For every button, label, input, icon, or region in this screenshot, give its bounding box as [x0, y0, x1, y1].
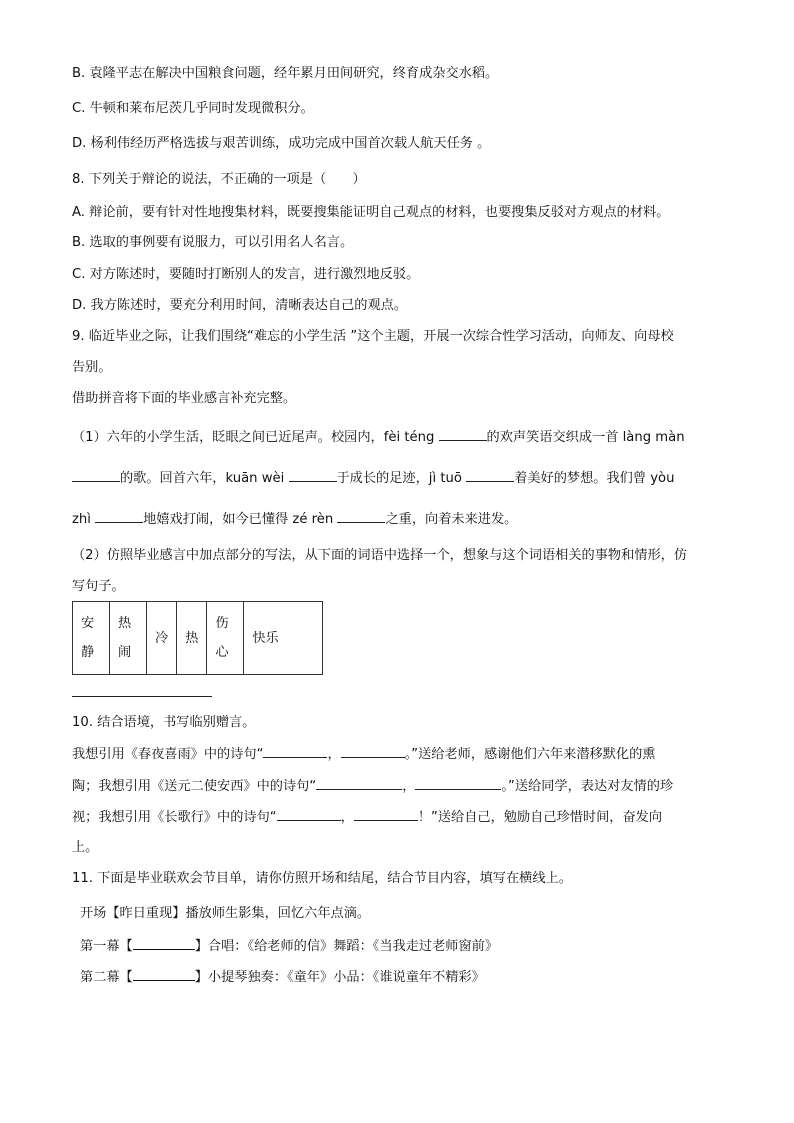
q10-line3 — [72, 806, 662, 828]
answer-blank[interactable] — [439, 426, 487, 441]
q9-part1-text: 地嬉戏打闹，如今已懂得 zé rèn — [143, 512, 334, 527]
program-text: 】小提琴独奏：《童年》小品：《谁说童年不精彩》 — [194, 970, 485, 985]
word-cell: 伤心 — [207, 602, 244, 675]
word-cell: 热 — [177, 602, 207, 675]
answer-blank[interactable] — [277, 806, 341, 821]
program-text: 第一幕【 — [80, 939, 133, 954]
answer-blank[interactable] — [466, 467, 514, 482]
word-choice-row — [73, 602, 323, 675]
q10-line4: 上。 — [72, 840, 99, 855]
question-11-stem: 11. 下面是毕业联欢会节目单，请你仿照开场和结尾，结合节目内容，填写在横线上。 — [72, 871, 572, 886]
q9-part1-text: 于成长的足迹，jì tuō — [336, 471, 462, 486]
q9-part1-line1 — [72, 426, 685, 448]
question-9-stem-line2: 告别。 — [72, 360, 112, 375]
q9-part1-text: 着美好的梦想。我们曾 yòu — [514, 471, 675, 486]
option-7d: D. 杨利伟经历严格选拔与艰苦训练，成功完成中国首次载人航天任务 。 — [72, 136, 491, 151]
answer-line[interactable] — [72, 696, 212, 697]
answer-blank[interactable] — [337, 508, 385, 523]
word-cell: 热闹 — [110, 602, 147, 675]
q9-part1-text: 的歌。回首六年，kuān wèi — [120, 471, 285, 486]
question-10-stem: 10. 结合语境，书写临别赠言。 — [72, 715, 256, 730]
option-7b: B. 袁隆平志在解决中国粮食问题，经年累月田间研究，终育成杂交水稻。 — [72, 66, 499, 81]
answer-blank[interactable] — [133, 966, 195, 981]
option-8c: C. 对方陈述时，要随时打断别人的发言，进行激烈地反驳。 — [72, 267, 420, 282]
q10-text: 。”送给同学，表达对友情的珍 — [501, 779, 674, 794]
q9-part1-text: （1）六年的小学生活，眨眼之间已近尾声。校园内，fèi téng — [72, 430, 435, 445]
q10-text: ， — [340, 810, 354, 825]
word-cell: 快乐 — [244, 602, 323, 675]
q10-line2 — [72, 775, 673, 797]
answer-blank[interactable] — [316, 775, 402, 790]
answer-blank[interactable] — [263, 743, 327, 758]
answer-blank[interactable] — [354, 806, 418, 821]
program-text: 】合唱：《给老师的信》舞蹈：《当我走过老师窗前》 — [194, 939, 499, 954]
q9-part1-text: 的欢声笑语交织成一首 làng màn — [486, 430, 685, 445]
q9-part2-line1: （2）仿照毕业感言中加点部分的写法，从下面的词语中选择一个，想象与这个词语相关的事物和情形，仿 — [72, 548, 688, 563]
q10-text: 陶；我想引用《送元二使安西》中的诗句“ — [72, 779, 317, 794]
question-8-stem: 8. 下列关于辩论的说法，不正确的一项是（ ） — [72, 172, 366, 187]
q10-text: ， — [327, 747, 341, 762]
option-7c: C. 牛顿和莱布尼茨几乎同时发现微积分。 — [72, 101, 314, 116]
program-text: 第二幕【 — [80, 970, 133, 985]
answer-blank[interactable] — [95, 508, 143, 523]
q10-line1 — [72, 743, 655, 765]
question-9-stem-line1: 9. 临近毕业之际，让我们围绕“难忘的小学生活 ”这个主题，开展一次综合性学习活动，向师友、向母校 — [72, 329, 674, 344]
program-act2 — [80, 966, 485, 988]
word-cell: 冷 — [147, 602, 177, 675]
q10-text: 我想引用《春夜喜雨》中的诗句“ — [72, 747, 264, 762]
answer-blank[interactable] — [341, 743, 405, 758]
word-cell: 安静 — [73, 602, 110, 675]
answer-blank[interactable] — [133, 935, 195, 950]
option-8d: D. 我方陈述时，要充分利用时间，清晰表达自己的观点。 — [72, 298, 408, 313]
answer-blank[interactable] — [415, 775, 501, 790]
q9-part1-line2 — [72, 467, 674, 489]
q10-text: ！”送给自己，勉励自己珍惜时间，奋发向 — [417, 810, 663, 825]
q10-text: 。”送给老师，感谢他们六年来潜移默化的熏 — [404, 747, 656, 762]
answer-blank[interactable] — [289, 467, 337, 482]
q10-text: ， — [402, 779, 416, 794]
question-9-instruction: 借助拼音将下面的毕业感言补充完整。 — [72, 391, 297, 406]
option-8b: B. 选取的事例要有说服力，可以引用名人名言。 — [72, 235, 354, 250]
word-choice-table — [72, 601, 323, 675]
option-8a: A. 辩论前，要有针对性地搜集材料，既要搜集能证明自己观点的材料，也要搜集反驳对方观点的材料。 — [72, 205, 670, 220]
program-opening: 开场【昨日重现】播放师生影集，回忆六年点滴。 — [80, 906, 371, 921]
program-act1 — [80, 935, 498, 957]
q10-text: 视；我想引用《长歌行》中的诗句“ — [72, 810, 277, 825]
q9-part1-line3 — [72, 508, 517, 530]
q9-part2-line2: 写句子。 — [72, 579, 125, 594]
q9-part1-text: 之重，向着未来进发。 — [385, 512, 518, 527]
answer-blank[interactable] — [72, 467, 120, 482]
q9-part1-text: zhì — [72, 512, 91, 527]
